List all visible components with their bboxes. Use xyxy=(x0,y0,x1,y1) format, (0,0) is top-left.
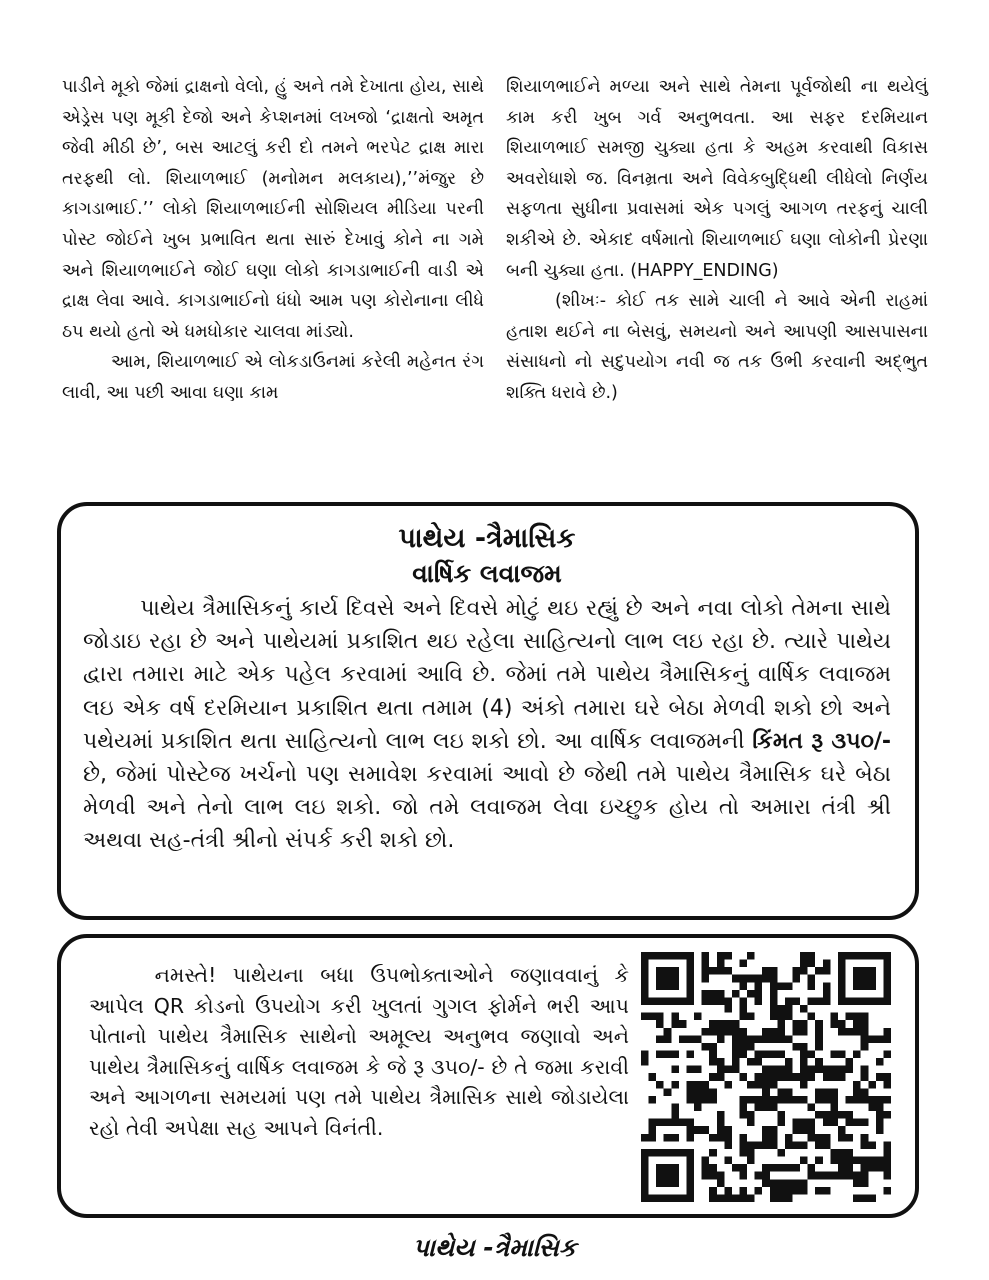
story-moral: (શીખઃ- કોઈ તક સામે ચાલી ને આવે એની રાહમાં હતાશ થઈને ના બેસવું, સમયનો અને આપણી આસપાસના સંસાધનો નો સદુપયોગ નવી જ તક ઉભી કરવાની અદ્ભુત શક્તિ ધરાવે છે.) xyxy=(506,291,928,403)
subscription-price: કિંમત રૂ ૩૫૦/- xyxy=(752,728,891,754)
qr-box xyxy=(57,934,919,1218)
story-paragraph: આમ, શિયાળભાઈ એ લોકડાઉનમાં કરેલી મહેનત રંગ લાવી, આ પછી આવા ઘણા કામ xyxy=(62,352,484,403)
story-paragraph: પાડીને મૂકો જેમાં દ્રાક્ષનો વેલો, હું અને તમે દેખાતા હોય, સાથે એડ્રેસ પણ મૂકી દેજો અને કેપ્શનમાં લખજો ‘દ્રાક્ષતો અમૃત જેવી મીઠી છે’, બસ આટલું કરી દો તમને ભરપેટ દ્રાક્ષ મારા તરફથી લો. શિયાળભાઈ (મનોમન મલકાય),’’મંજુર છે કાગડાભાઈ.’’ લોકો શિયાળભાઈની સોશિયલ મીડિયા પરની પોસ્ટ જોઈને ખુબ પ્રભાવિત થતા સારું દેખાવું કોને ના ગમે અને શિયાળભાઈને જોઈ ઘણા લોકો કાગડાભાઈની વાડી એ દ્રાક્ષ લેવા આવે. કાગડાભાઈનો ધંધો આમ પણ કોરોનાના લીધે ઠપ થયો હતો એ ધમધોકાર ચાલવા માંડ્યો. xyxy=(62,77,484,342)
subscription-box xyxy=(57,502,919,920)
subscription-title: પાથેય -ત્રૈમાસિક xyxy=(398,523,576,554)
qr-box-text: નમસ્તે! પાથેયના બધા ઉપભોક્તાઓને જણાવવાનું કે આપેલ QR કોડનો ઉપયોગ કરી ખુલતાં ગુગલ ફોર્મને ભરી આપ પોતાનો પાથેય ત્રૈમાસિક સાથેનો અમૂલ્ય અનુભવ જણાવો અને પાથેય ત્રૈમાસિકનું વાર્ષિક લવાજમ કે જે રૂ ૩૫૦/- છે તે જમા કરાવી અને આગળના સમયમાં પણ તમે પાથેય ત્રૈમાસિક સાથે જોડાયેલા રહો તેવી અપેક્ષા સહ આપને વિનંતી. xyxy=(89,963,629,1140)
story-column-right xyxy=(506,72,928,482)
subscription-subtitle: વાર્ષિક લવાજમ xyxy=(412,559,562,588)
subscription-body xyxy=(83,592,891,858)
story-columns xyxy=(62,72,928,482)
footer-label: પાથેય -ત્રૈમાસિક xyxy=(412,1233,577,1262)
subscription-body-text: પાથેય ત્રૈમાસિકનું કાર્ય દિવસે અને દિવસે મોટું થઇ રહ્યું છે અને નવા લોકો તેમના સાથે જોડાઇ રહા છે અને પાથેયમાં પ્રકાશિત થઇ રહેલા સાહિત્યનો લાભ લઇ રહા છે. ત્યારે પાથેય દ્વારા તમારા માટે એક પહેલ કરવામાં આવિ છે. જેમાં તમે પાથેય ત્રૈમાસિકનું વાર્ષિક લવાજમ લઇ એક વર્ષ દરમિયાન પ્રકાશિત થતા તમામ (4) અંકો તમારા ઘરે બેઠા મેળવી શકો છો અને પથેયમાં પ્રકાશિત થતા સાહિત્યનો લાભ લઇ શકો છો. આ વાર્ષિક લવાજમની xyxy=(83,596,891,754)
story-column-left xyxy=(62,72,484,482)
qr-code-icon[interactable] xyxy=(641,952,891,1202)
subscription-body-text: છે, જેમાં પોસ્ટેજ ખર્ચનો પણ સમાવેશ કરવામાં આવો છે જેથી તમે પાથેય ત્રૈમાસિક ઘરે બેઠા મેળવી અને તેનો લાભ લઇ શકો. જો તમે લવાજમ લેવા ઇચ્છુક હોય તો અમારા તંત્રી શ્રી અથવા સહ-તંત્રી શ્રીનો સંપર્ક કરી શકો છો. xyxy=(83,762,891,854)
story-paragraph: શિયાળભાઈને મળ્યા અને સાથે તેમના પૂર્વજોથી ના થયેલું કામ કરી ખુબ ગર્વ અનુભવતા. આ સફર દરમિયાન શિયાળભાઈ સમજી ચુક્યા હતા કે અહમ કરવાથી વિકાસ અવરોધાશે જ. વિનમ્રતા અને વિવેકબુદ્ધિથી લીધેલો નિર્ણય સફળતા સુધીના પ્રવાસમાં એક પગલું આગળ તરફનું ચાલી શકીએ છે. એકાદ વર્ષમાતો શિયાળભાઈ ઘણા લોકોની પ્રેરણા બની ચુક્યા હતા. (HAPPY_ENDING) xyxy=(506,77,928,281)
